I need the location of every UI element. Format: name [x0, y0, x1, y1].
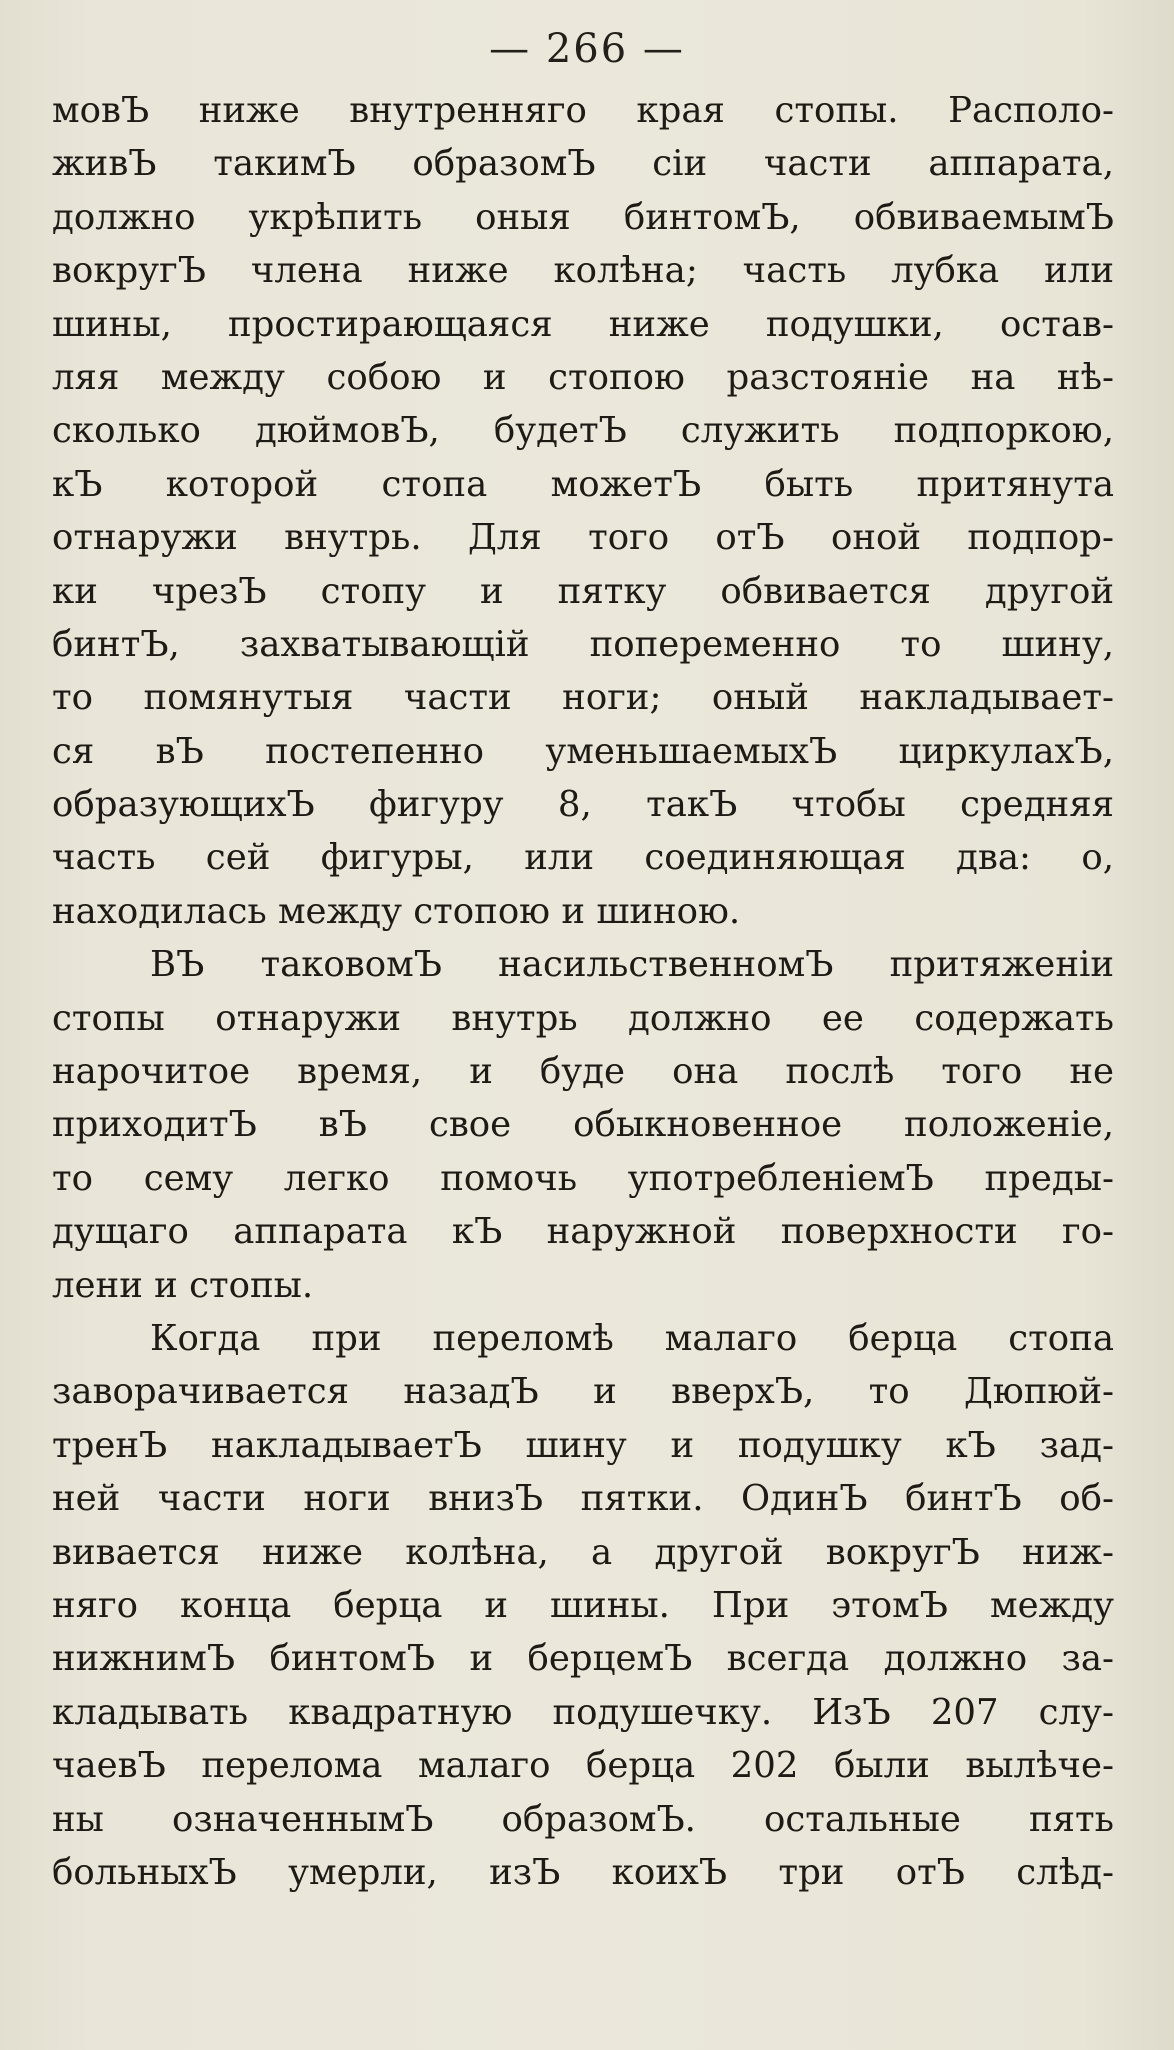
text-line: живЪ такимЪ образомЪ сіи части аппарата,: [52, 143, 1114, 185]
text-line: ней части ноги внизЪ пятки. ОдинЪ бинтЪ об-: [52, 1478, 1114, 1520]
text-line: заворачивается назадЪ и вверхЪ, то Дюпюй-: [52, 1371, 1114, 1413]
page-number: — 266 —: [489, 26, 685, 72]
text-line: то помянутыя части ноги; оный накладывает-: [52, 677, 1114, 719]
text-line: Когда при переломѣ малаго берца стопа: [150, 1317, 1114, 1359]
text-line: ся вЪ постепенно уменьшаемыхЪ циркулахЪ,: [52, 730, 1114, 772]
text-line: тренЪ накладываетЪ шину и подушку кЪ зад-: [52, 1424, 1114, 1466]
text-line: приходитЪ вЪ свое обыкновенное положеніе,: [52, 1104, 1114, 1146]
text-line: няго конца берца и шины. При этомЪ между: [52, 1584, 1114, 1626]
text-line: кладывать квадратную подушечку. ИзЪ 207 слу-: [52, 1691, 1114, 1733]
text-line: вокругЪ члена ниже колѣна; часть лубка или: [52, 250, 1114, 292]
text-line: отнаружи внутрь. Для того отЪ оной подпор-: [52, 517, 1114, 559]
text-line: часть сей фигуры, или соединяющая два: о,: [52, 837, 1114, 879]
text-line: чаевЪ перелома малаго берца 202 были вылѣче-: [52, 1745, 1114, 1787]
text-line: сколько дюймовЪ, будетЪ служить подпоркою,: [52, 410, 1114, 452]
text-line: образующихЪ фигуру 8, такЪ чтобы средняя: [52, 784, 1114, 826]
text-line: кЪ которой стопа можетЪ быть притянута: [52, 463, 1114, 505]
text-line: больныхЪ умерли, изЪ коихЪ три отЪ слѣд-: [52, 1851, 1114, 1893]
text-line: ны означеннымЪ образомЪ. остальные пять: [52, 1798, 1114, 1840]
text-line: лени и стопы.: [52, 1264, 314, 1306]
text-line: ВЪ таковомЪ насильственномЪ притяженіи: [150, 944, 1114, 986]
text-line: бинтЪ, захватывающій попеременно то шину,: [52, 623, 1114, 665]
text-line: находилась между стопою и шиною.: [52, 890, 741, 932]
text-line: вивается ниже колѣна, а другой вокругЪ ниж-: [52, 1531, 1114, 1573]
text-line: мовЪ ниже внутренняго края стопы. Располо-: [52, 90, 1114, 131]
text-line: шины, простирающаяся ниже подушки, остав-: [52, 303, 1114, 345]
text-line: нижнимЪ бинтомЪ и берцемЪ всегда должно за-: [52, 1638, 1114, 1680]
body-text: [52, 84, 1114, 1899]
text-line: должно укрѣпить оныя бинтомЪ, обвиваемымЪ: [52, 196, 1114, 238]
text-line: стопы отнаружи внутрь должно ее содержать: [52, 997, 1114, 1039]
text-line: дущаго аппарата кЪ наружной поверхности го-: [52, 1211, 1114, 1253]
text-line: ляя между собою и стопою разстояніе на нѣ-: [52, 356, 1114, 398]
text-line: нарочитое время, и буде она послѣ того не: [52, 1051, 1114, 1093]
text-line: то сему легко помочь употребленіемЪ преды-: [52, 1157, 1114, 1199]
text-line: ки чрезЪ стопу и пятку обвивается другой: [52, 570, 1114, 612]
